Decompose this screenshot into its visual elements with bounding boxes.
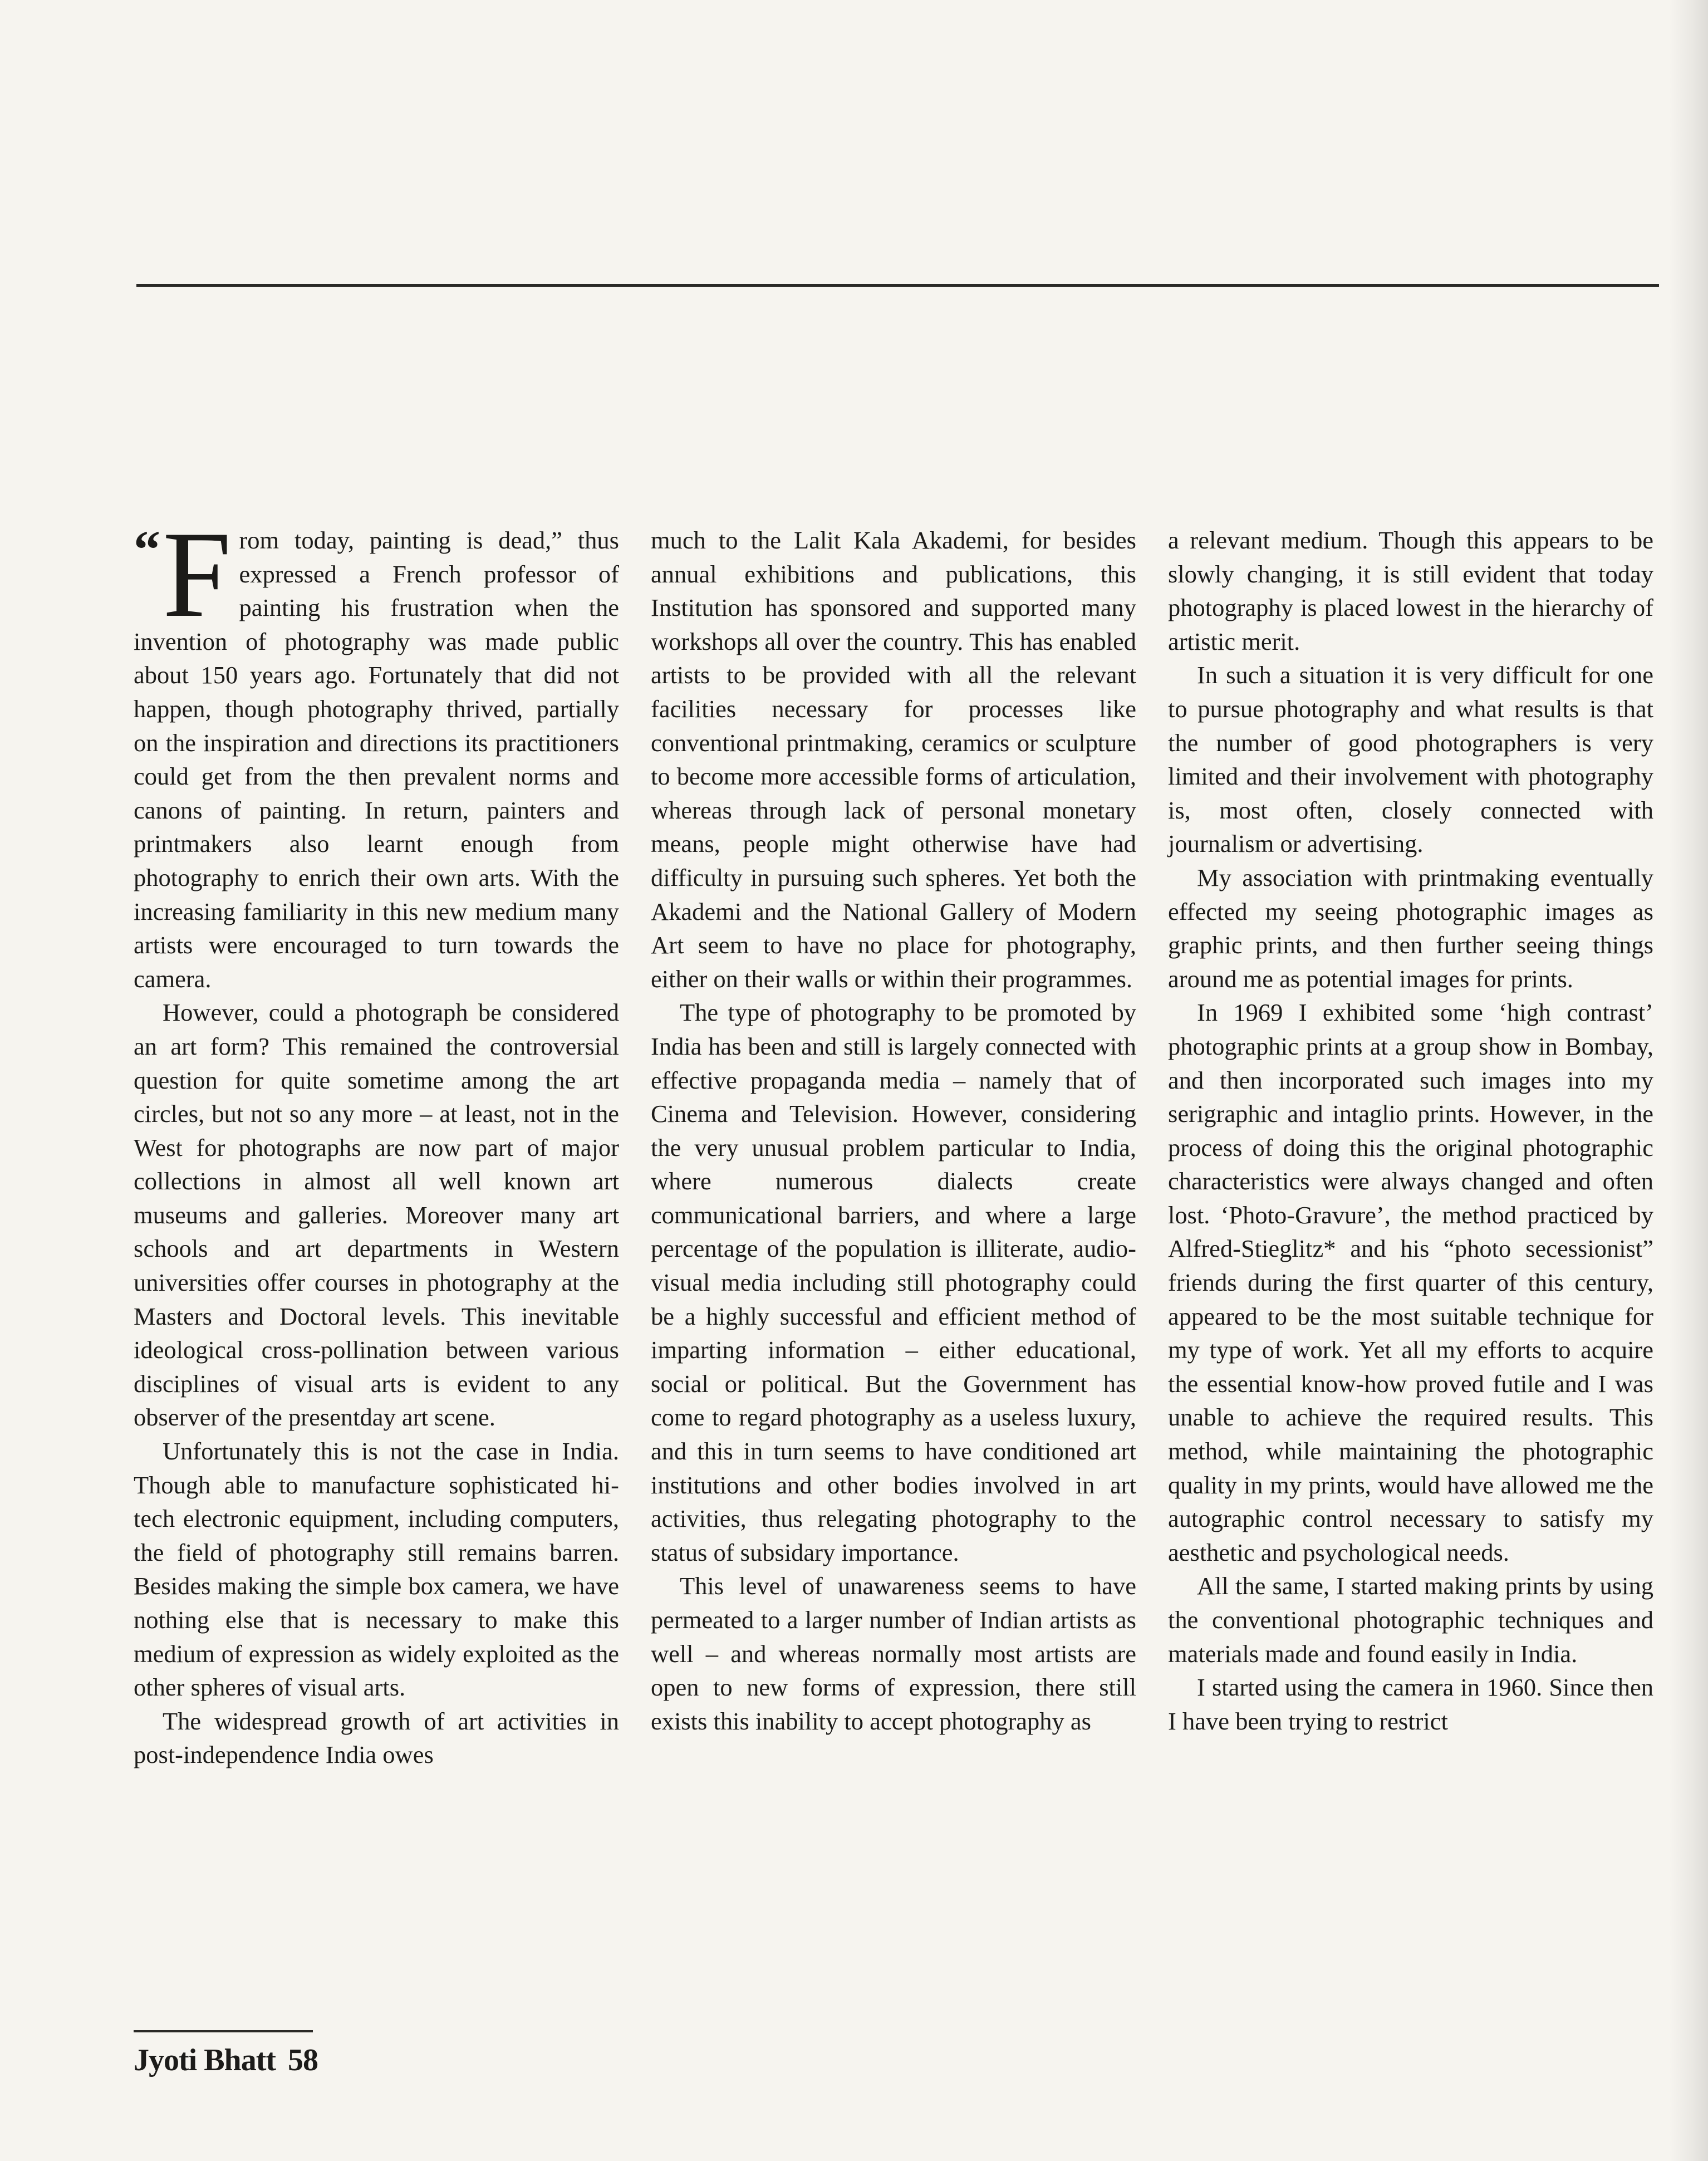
drop-cap-quote-mark: “ [134,520,157,579]
paragraph: In such a situation it is very difficult for one to pursue photography and what results is that the number of good photographers is very limited and their involvement with photography is, most often, closely connected with journalism or advertising. [1168,661,1653,858]
article-body [134,506,1653,2016]
footer-author: Jyoti Bhatt [134,2043,276,2077]
paragraph: much to the Lalit Kala Akademi, for besides annual exhibitions and publications, this Institution has sponsored and supported many workshops all over the country. This has enabled artists to be provided with all the relevant facilities necessary for processes like conventional printmaking, ceramics or sculpture to become more accessible forms of articulation, whereas through lack of personal monetary means, people might otherwise have had difficulty in pursuing such spheres. Yet both the Akademi and the National Gallery of Modern Art seem to have no place for photography, either on their walls or within their programmes. [651,526,1136,993]
footer-rule [134,2030,313,2032]
page-footer [134,2041,318,2080]
paragraph: My association with printmaking eventually effected my seeing photographic images as graphic prints, and then further seeing things around me as potential images for prints. [1168,863,1653,993]
paragraph: Unfortunately this is not the case in India. Though able to manufacture sophisticated hi-tech electronic equipment, including computers, the field of photography still remains barren. Besides making the simple box camera, we have nothing else that is necessary to make this medium of expression as widely exploited as the other spheres of visual arts. [134,1437,619,1702]
paragraph: The widespread growth of art activities in post-independence India owes [134,1707,619,1769]
paragraph: All the same, I started making prints by using the conventional photographic techniques and materials made and found easily in India. [1168,1572,1653,1668]
page-number: 58 [288,2043,318,2077]
paragraph: I started using the camera in 1960. Since then I have been trying to restrict [1168,1673,1653,1735]
paragraph: This level of unawareness seems to have permeated to a larger number of Indian artists as well – and whereas normally most artists are open to new forms of expression, there still exists this inability to accept photography as [651,1572,1136,1735]
paragraph: a relevant medium. Though this appears to be slowly changing, it is still evident that today photography is placed lowest in the hierarchy of artistic merit. [1168,526,1653,655]
column-1 [134,506,619,2016]
paragraph: rom today, painting is dead,” thus expressed a French professor of painting his frustration when the invention of photography was made public about 150 years ago. Fortunately that did not happen, though photography thrived, partially on the inspiration and directions its practitioners could get from the then prevalent norms and canons of painting. In return, painters and printmakers also learnt enough from photography to enrich their own arts. With the increasing familiarity in this new medium many artists were encouraged to turn towards the camera. [134,526,619,993]
column-2 [651,523,1136,2016]
paragraph: In 1969 I exhibited some ‘high contrast’ photographic prints at a group show in Bombay, and then incorporated such images into my serigraphic and intaglio prints. However, in the process of doing this the original photographic characteristics were always changed and often lost. ‘Photo-Gravure’, the method practiced by Alfred-Stieglitz* and his “photo secessionist” friends during the first quarter of this century, appeared to be the most suitable technique for my type of work. Yet all my efforts to acquire the essential know-how proved futile and I was unable to achieve the required results. This method, while maintaining the photographic quality in my prints, would have allowed me the autographic control necessary to satisfy my aesthetic and psychological needs. [1168,998,1653,1566]
paragraph: The type of photography to be promoted by India has been and still is largely connected with effective propaganda media – namely that of Cinema and Television. However, considering the very unusual problem particular to India, where numerous dialects create communicational barriers, and where a large percentage of the population is illiterate, audio-visual media including still photography could be a highly successful and efficient method of imparting information – either educational, social or political. But the Government has come to regard photography as a useless luxury, and this in turn seems to have conditioned art institutions and other bodies involved in art activities, thus relegating photography to the status of subsidary importance. [651,998,1136,1566]
paragraph: However, could a photograph be considered an art form? This remained the controversial question for quite sometime among the art circles, but not so any more – at least, not in the West for photographs are now part of major collections in almost all well known art museums and galleries. Moreover many art schools and art departments in Western universities offer courses in photography at the Masters and Doctoral levels. This inevitable ideological cross-pollination between various disciplines of visual arts is evident to any observer of the presentday art scene. [134,998,619,1432]
header-rule [136,284,1659,287]
column-3 [1168,523,1653,2016]
page-shadow-edge [1669,0,1708,2161]
drop-cap-letter: F [163,506,232,643]
